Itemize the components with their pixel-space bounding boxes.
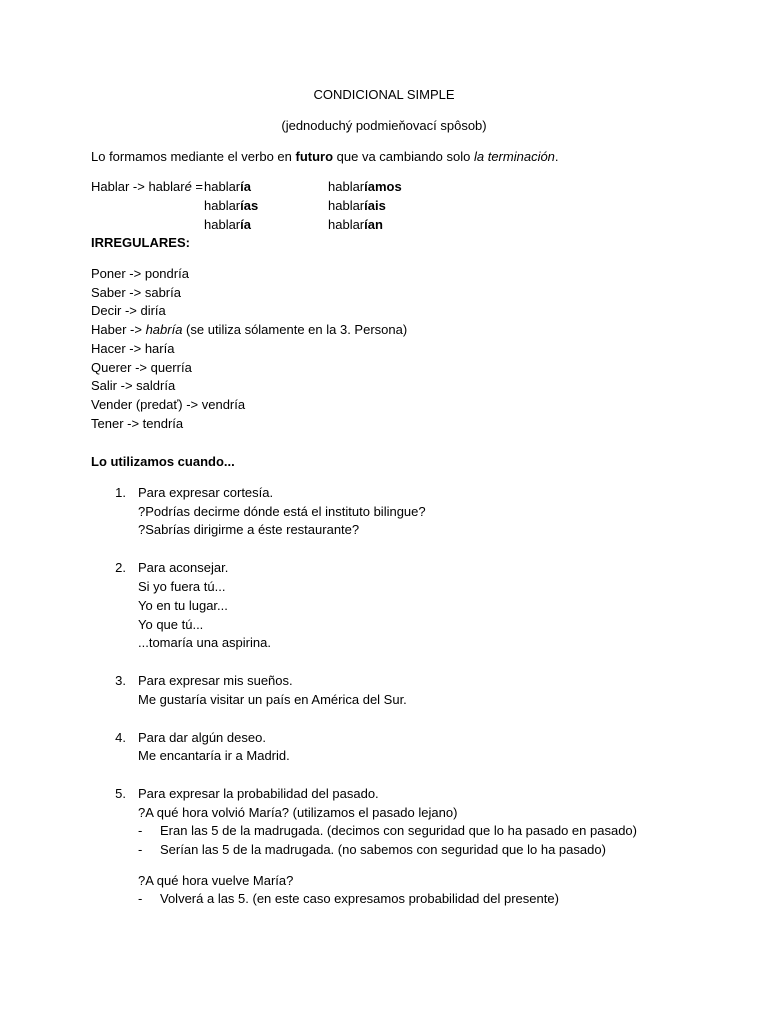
bullet-item: Eran las 5 de la madrugada. (decimos con seguridad que lo ha pasado en pasado) — [160, 823, 637, 838]
page-title: CONDICIONAL SIMPLE — [313, 87, 455, 102]
conjugation-lead: Hablar -> hablaré = — [91, 179, 204, 194]
irregular-item: Tener -> tendría — [91, 416, 184, 431]
list-item-line: ...tomaría una aspirina. — [138, 635, 271, 650]
list-number: 5. — [115, 786, 126, 801]
irregular-item: Vender (predať) -> vendría — [91, 397, 246, 412]
list-number: 2. — [115, 560, 126, 575]
uses-heading: Lo utilizamos cuando... — [91, 454, 235, 469]
irregulares-heading: IRREGULARES: — [91, 235, 190, 250]
list-item-line: Si yo fuera tú... — [138, 579, 226, 594]
form-tu: hablarías — [204, 198, 259, 213]
bullet-dash: - — [138, 823, 143, 838]
form-yo: hablaría — [204, 179, 251, 194]
form-vosotros: hablaríais — [328, 198, 386, 213]
irregular-item: Poner -> pondría — [91, 266, 189, 281]
list-item-line: ?A qué hora volvió María? (utilizamos el pasado lejano) — [138, 805, 458, 820]
irregular-item: Salir -> saldría — [91, 378, 176, 393]
list-item-line: Para expresar cortesía. — [138, 485, 274, 500]
list-item-line: Para dar algún deseo. — [138, 730, 266, 745]
irregular-item: Decir -> diría — [91, 303, 166, 318]
list-item-line: Me encantaría ir a Madrid. — [138, 748, 290, 763]
irregular-item: Saber -> sabría — [91, 285, 181, 300]
present-question: ?A qué hora vuelve María? — [138, 873, 294, 888]
bullet-item: Serían las 5 de la madrugada. (no sabemos con seguridad que lo ha pasado) — [160, 842, 606, 857]
list-item-line: ?Podrías decirme dónde está el instituto bilingue? — [138, 504, 426, 519]
list-item-line: Yo que tú... — [138, 617, 204, 632]
list-item-line: Para expresar la probabilidad del pasado. — [138, 786, 379, 801]
form-nosotros: hablaríamos — [328, 179, 402, 194]
intro-paragraph: Lo formamos mediante el verbo en futuro que va cambiando solo la terminación. — [91, 149, 559, 164]
form-el: hablaría — [204, 217, 251, 232]
list-item-line: Para aconsejar. — [138, 560, 229, 575]
irregular-item: Hacer -> haría — [91, 341, 175, 356]
page-subtitle: (jednoduchý podmieňovací spôsob) — [281, 118, 487, 133]
list-number: 4. — [115, 730, 126, 745]
list-number: 1. — [115, 485, 126, 500]
irregular-item: Querer -> querría — [91, 360, 192, 375]
bullet-dash: - — [138, 891, 143, 906]
list-item-line: Me gustaría visitar un país en América del Sur. — [138, 692, 407, 707]
irregular-item-haber: Haber -> habría (se utiliza sólamente en la 3. Persona) — [91, 322, 408, 337]
bullet-dash: - — [138, 842, 143, 857]
form-ellos: hablarían — [328, 217, 383, 232]
list-item-line: Para expresar mis sueños. — [138, 673, 293, 688]
list-item-line: Yo en tu lugar... — [138, 598, 228, 613]
list-number: 3. — [115, 673, 126, 688]
list-item-line: ?Sabrías dirigirme a éste restaurante? — [138, 522, 360, 537]
bullet-item: Volverá a las 5. (en este caso expresamos probabilidad del presente) — [160, 891, 559, 906]
